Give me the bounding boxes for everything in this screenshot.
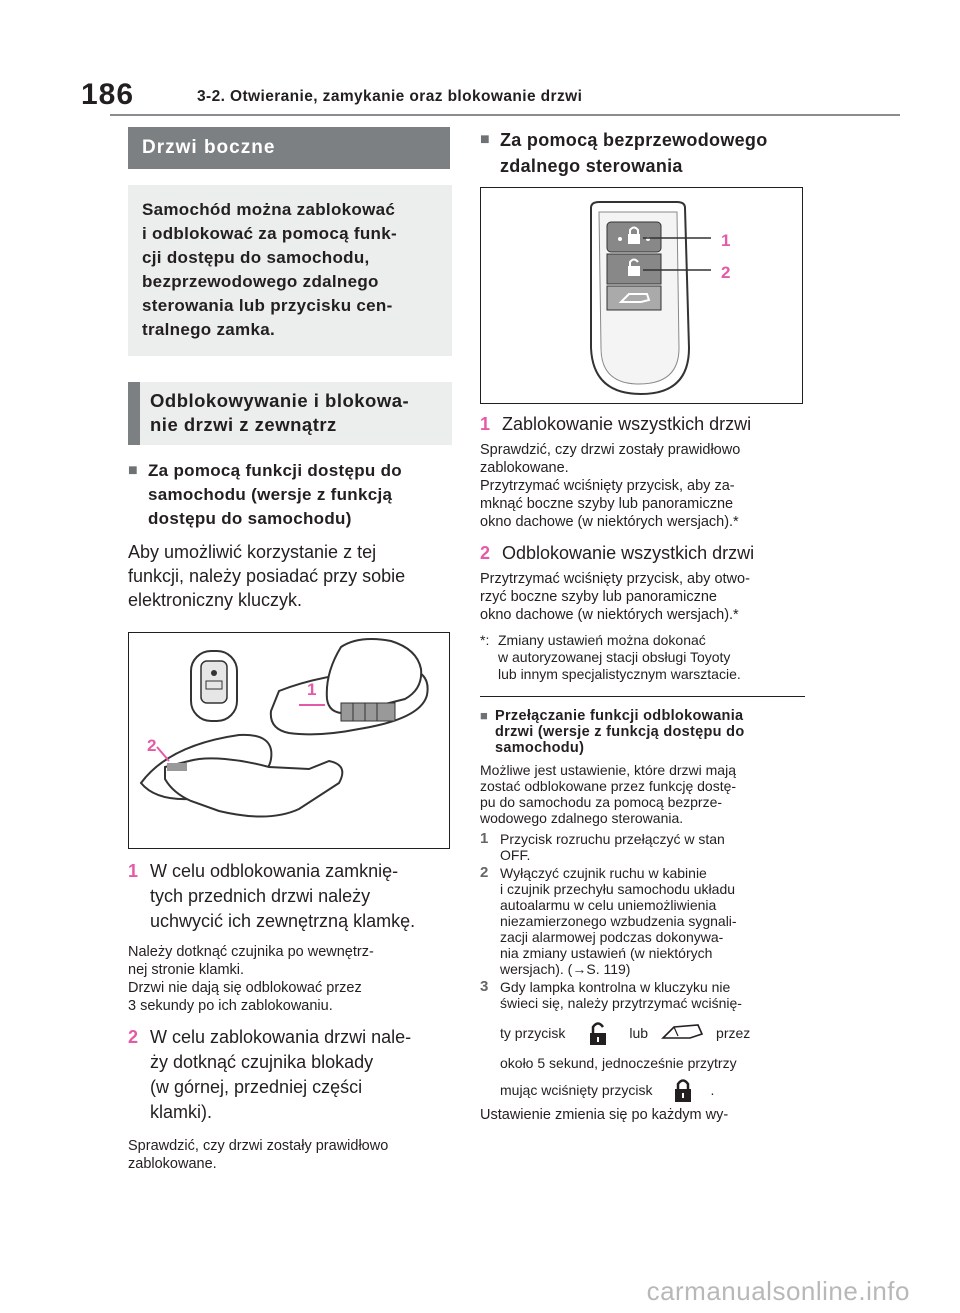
- footnote-mark: *:: [480, 632, 490, 648]
- remote-item-2: [480, 541, 805, 565]
- step-line: Wyłączyć czujnik ruchu w kabinie: [500, 865, 707, 881]
- back-door-icon: [660, 1022, 706, 1044]
- intro-line: i odblokować za pomocą funk-: [142, 224, 397, 243]
- text-line: mknąć boczne szyby lub panoramiczne: [480, 496, 734, 512]
- smart-access-body: [128, 540, 452, 612]
- text-line: Przytrzymać wciśnięty przycisk, aby otwo-: [480, 571, 750, 587]
- switch-step-2: [480, 865, 805, 977]
- body-line: pu do samochodu za pomocą bezprze-: [480, 794, 723, 810]
- watermark: carmanualsonline.info: [646, 1276, 910, 1306]
- heading-line: drzwi (wersje z funkcją dostępu do: [495, 724, 745, 740]
- body-line: Możliwe jest ustawienie, które drzwi mają: [480, 762, 736, 778]
- step-number: 2: [480, 864, 489, 881]
- text-line: okno dachowe (w niektórych wersjach).*: [480, 514, 739, 530]
- remote-item-2-text: [480, 570, 805, 624]
- smart-key-icon: [191, 651, 237, 721]
- handle-with-hand-illustration: [271, 639, 428, 734]
- remote-key-figure: [480, 187, 803, 404]
- step-line: OFF.: [500, 847, 531, 863]
- text-line: Przytrzymać wciśnięty przycisk, aby za-: [480, 478, 735, 494]
- arrow-icon: →: [572, 961, 587, 977]
- intro-line: tralnego zamka.: [142, 320, 275, 339]
- page-ref-link[interactable]: S. 119): [586, 961, 631, 977]
- section-divider: [480, 696, 805, 697]
- note-line: Drzwi nie dają się odblokować przez: [128, 980, 362, 996]
- body-line: funkcji, należy posiadać przy sobie: [128, 566, 406, 586]
- switch-step-1: [480, 831, 805, 863]
- step-line: [500, 1019, 750, 1047]
- step-line: W celu odblokowania zamknię-: [150, 861, 399, 881]
- footnote-line: lub innym specjalistycznym warsztacie.: [498, 666, 741, 682]
- right-column: [480, 127, 805, 1124]
- step-number: 2: [128, 1027, 139, 1047]
- step-line: Przycisk rozruchu przełączyć w stan: [500, 831, 725, 847]
- remote-item-1: [480, 412, 805, 436]
- square-bullet-icon: ■: [128, 462, 138, 479]
- body-line: elektroniczny kluczyk.: [128, 590, 303, 610]
- intro-box: [128, 185, 452, 356]
- page-number: 186: [81, 78, 135, 111]
- square-bullet-icon: ■: [480, 131, 490, 148]
- step-line: klamki).: [150, 1102, 212, 1122]
- footnote: [480, 632, 805, 683]
- intro-line: bezprzewodowego zdalnego: [142, 272, 379, 291]
- text-line: rzyć boczne szyby lub panoramiczne: [480, 589, 717, 605]
- door-handle-figure: [128, 632, 450, 849]
- door-handle-illustration: [129, 633, 449, 848]
- text-fragment: .: [710, 1082, 715, 1098]
- square-bullet-icon: ■: [480, 708, 489, 723]
- heading-line: zdalnego sterowania: [500, 156, 683, 176]
- heading-line: Za pomocą bezprzewodowego: [500, 130, 768, 150]
- step-line: uchwycić ich zewnętrzną klamkę.: [150, 911, 416, 931]
- body-line: wodowego zdalnego sterowania.: [480, 810, 684, 826]
- intro-line: sterowania lub przycisku cen-: [142, 296, 393, 315]
- remote-heading: [480, 127, 805, 179]
- heading-line: Przełączanie funkcji odblokowania: [495, 708, 744, 724]
- smart-access-heading: [128, 459, 452, 531]
- continuation-line: Ustawienie zmienia się po każdym wy-: [480, 1107, 729, 1123]
- switch-body: [480, 762, 805, 826]
- footnote-line: Zmiany ustawień można dokonać: [498, 632, 706, 648]
- section-title: Drzwi boczne: [128, 127, 450, 169]
- item-number: 1: [480, 414, 491, 434]
- switch-step-3: [480, 979, 805, 1103]
- header-divider: [110, 114, 900, 116]
- lock-icon: [670, 1076, 696, 1104]
- step-number: 1: [128, 861, 139, 881]
- step-line: Gdy lampka kontrolna w kluczyku nie: [500, 979, 731, 995]
- footnote-line: w autoryzowanej stacji obsługi Toyoty: [498, 649, 731, 665]
- step-line: świeci się, należy przytrzymać wciśnię-: [500, 995, 742, 1011]
- step-2: [128, 1025, 452, 1125]
- handle-with-finger-illustration: [141, 735, 342, 817]
- heading-line: samochodu (wersje z funkcją: [148, 485, 393, 504]
- callout-2: 2: [721, 263, 731, 282]
- step-line: [500, 1077, 750, 1103]
- text-fragment: ty przycisk: [500, 1025, 566, 1041]
- step-line: około 5 sekund, jednocześnie przytrzy: [500, 1055, 737, 1071]
- note-line: Sprawdzić, czy drzwi zostały prawidłowo: [128, 1138, 389, 1154]
- unlock-icon: [585, 1019, 611, 1047]
- step-line: autoalarmu w celu uniemożliwienia: [500, 897, 717, 913]
- step-line: W celu zablokowania drzwi nale-: [150, 1027, 412, 1047]
- callout-1: 1: [721, 231, 731, 250]
- heading-line: dostępu do samochodu): [148, 509, 352, 528]
- page-header: [0, 0, 960, 120]
- note-line: nej stronie klamki.: [128, 962, 245, 978]
- remote-key-illustration: [481, 188, 802, 403]
- step-line: [500, 961, 737, 977]
- text-line: Sprawdzić, czy drzwi zostały prawidłowo: [480, 442, 741, 458]
- body-line: Aby umożliwić korzystanie z tej: [128, 542, 377, 562]
- note-line: zablokowane.: [128, 1156, 217, 1172]
- subsection-line: Odblokowywanie i blokowa-: [150, 390, 410, 411]
- ref-prefix: wersjach). (: [500, 961, 573, 977]
- intro-line: cji dostępu do samochodu,: [142, 248, 370, 267]
- step-line: zacji alarmowej podczas dokonywa-: [500, 929, 724, 945]
- chapter-title: 3-2. Otwieranie, zamykanie oraz blokowanie drzwi: [197, 88, 583, 105]
- step-number: 1: [480, 830, 489, 847]
- heading-line: Za pomocą funkcji dostępu do: [148, 461, 402, 480]
- step-line: (w górnej, przedniej części: [150, 1077, 363, 1097]
- switch-heading: [480, 708, 805, 756]
- step-line: nia zmiany ustawień (w niektórych: [500, 945, 713, 961]
- step-1-note: [128, 943, 452, 1015]
- subsection-heading: [128, 382, 452, 445]
- step-line: i czujnik przechyłu samochodu układu: [500, 881, 736, 897]
- step-number: 3: [480, 978, 489, 995]
- item-number: 2: [480, 543, 491, 563]
- text-line: okno dachowe (w niektórych wersjach).*: [480, 607, 739, 623]
- step-2-note: [128, 1137, 452, 1173]
- note-line: Należy dotknąć czujnika po wewnętrz-: [128, 944, 374, 960]
- item-title: Odblokowanie wszystkich drzwi: [502, 543, 755, 563]
- subsection-line: nie drzwi z zewnątrz: [150, 414, 337, 435]
- heading-line: samochodu): [495, 740, 585, 756]
- left-column: [128, 127, 452, 1173]
- note-line: 3 sekundy po ich zablokowaniu.: [128, 998, 333, 1014]
- callout-1: 1: [307, 680, 317, 699]
- step-1: [128, 859, 452, 934]
- step-line: ży dotknąć czujnika blokady: [150, 1052, 374, 1072]
- step-line: tych przednich drzwi należy: [150, 886, 371, 906]
- step-line: niezamierzonego wzbudzenia sygnali-: [500, 913, 737, 929]
- remote-item-1-text: [480, 441, 805, 531]
- text-fragment: przez: [716, 1025, 751, 1041]
- callout-2: 2: [147, 736, 157, 755]
- body-line: zostać odblokowane przez funkcję dostę-: [480, 778, 737, 794]
- text-line: zablokowane.: [480, 460, 569, 476]
- intro-line: Samochód można zablokować: [142, 200, 396, 219]
- item-title: Zablokowanie wszystkich drzwi: [502, 414, 752, 434]
- text-fragment: lub: [629, 1025, 649, 1041]
- text-fragment: mując wciśnięty przycisk: [500, 1082, 653, 1098]
